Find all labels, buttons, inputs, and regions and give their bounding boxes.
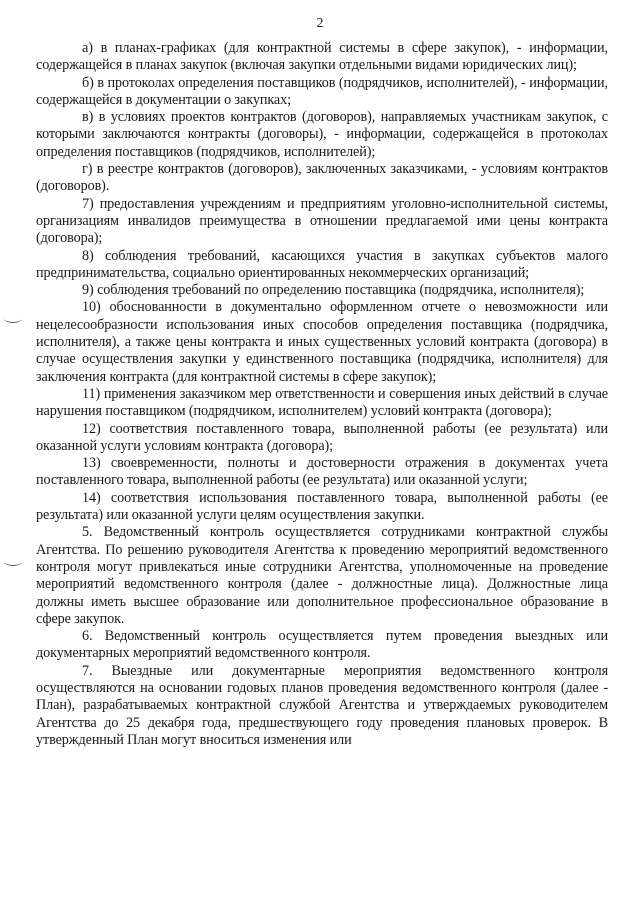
paragraph-14: 14) соответствия использования поставленного товара, выполненной работы (ее результата) или оказанной услуги целям осуществления закупки. <box>36 489 608 524</box>
document-body <box>36 40 608 749</box>
paragraph-7: 7) предоставления учреждениям и предприятиям уголовно-исполнительной системы, организациям инвалидов преимущества в отношении предлагаемой ими цены контракта (договора); <box>36 195 608 247</box>
paragraph-12: 12) соответствия поставленного товара, выполненной работы (ее результата) или оказанной услуги условиям контракта (договора); <box>36 420 608 454</box>
paragraph-6a: а) в планах-графиках (для контрактной системы в сфере закупок), - информации, содержащейся в планах закупок (включая закупки отдельными видами юридических лиц); <box>36 40 608 74</box>
section-7: 7. Выездные или документарные мероприятия ведомственного контроля осуществляются на основании годовых планов проведения ведомственного контроля (далее - План), разрабатываемых контрактной службой Агентства и утверждаемых руководителем Агентства до 25 декабря года, предшествующего году проведения плановых проверок. В утвержденный План могут вноситься изменения или <box>36 662 608 748</box>
paragraph-6b: б) в протоколах определения поставщиков (подрядчиков, исполнителей), - информации, содержащейся в документации о закупках; <box>36 74 608 108</box>
paragraph-10: 10) обоснованности в документально оформленном отчете о невозможности или нецелесообразности использования иных способов определения поставщика (подрядчика, исполнителя), а также цены контракта и иных существенных условий контракта (договора) в случае осуществления закупки у единственного поставщика (подрядчика, исполнителя) для заключения контракта (для контрактной системы в сфере закупок); <box>36 299 608 385</box>
paragraph-6v: в) в условиях проектов контрактов (договоров), направляемых участникам закупок, с которыми заключаются контракты (договоры), - информации, содержащейся в протоколах определения поставщиков (подрядчиков, исполнителей); <box>36 109 608 160</box>
paragraph-6g: г) в реестре контрактов (договоров), заключенных заказчиками, - условиям контрактов (договоров). <box>36 161 608 195</box>
paragraph-8: 8) соблюдения требований, касающихся участия в закупках субъектов малого предпринимательства, социально ориентированных некоммерческих организаций; <box>36 247 608 281</box>
scan-mark <box>4 314 22 323</box>
paragraph-13: 13) своевременности, полноты и достоверности отражения в документах учета поставленного товара, выполненной работы (ее результата) или оказанной услуги; <box>36 455 608 489</box>
section-5: 5. Ведомственный контроль осуществляется сотрудниками контрактной службы Агентства. По решению руководителя Агентства к проведению мероприятий ведомственного контроля могут привлекаться иные сотрудники Агентства, уполномоченные на проведение мероприятий ведомственного контроля (далее - должностные лица). Должностные лица должны иметь высшее образование или дополнительное профессиональное образование в сфере закупок. <box>36 524 608 627</box>
paragraph-9: 9) соблюдения требований по определению поставщика (подрядчика, исполнителя); <box>82 282 585 299</box>
section-6: 6. Ведомственный контроль осуществляется путем проведения выездных или документарных мероприятий ведомственного контроля. <box>36 628 608 662</box>
page-number: 2 <box>316 16 324 31</box>
paragraph-11: 11) применения заказчиком мер ответственности и совершения иных действий в случае нарушения поставщиком (подрядчиком, исполнителем) условий контракта (договора); <box>36 385 608 420</box>
scan-mark <box>4 557 22 566</box>
